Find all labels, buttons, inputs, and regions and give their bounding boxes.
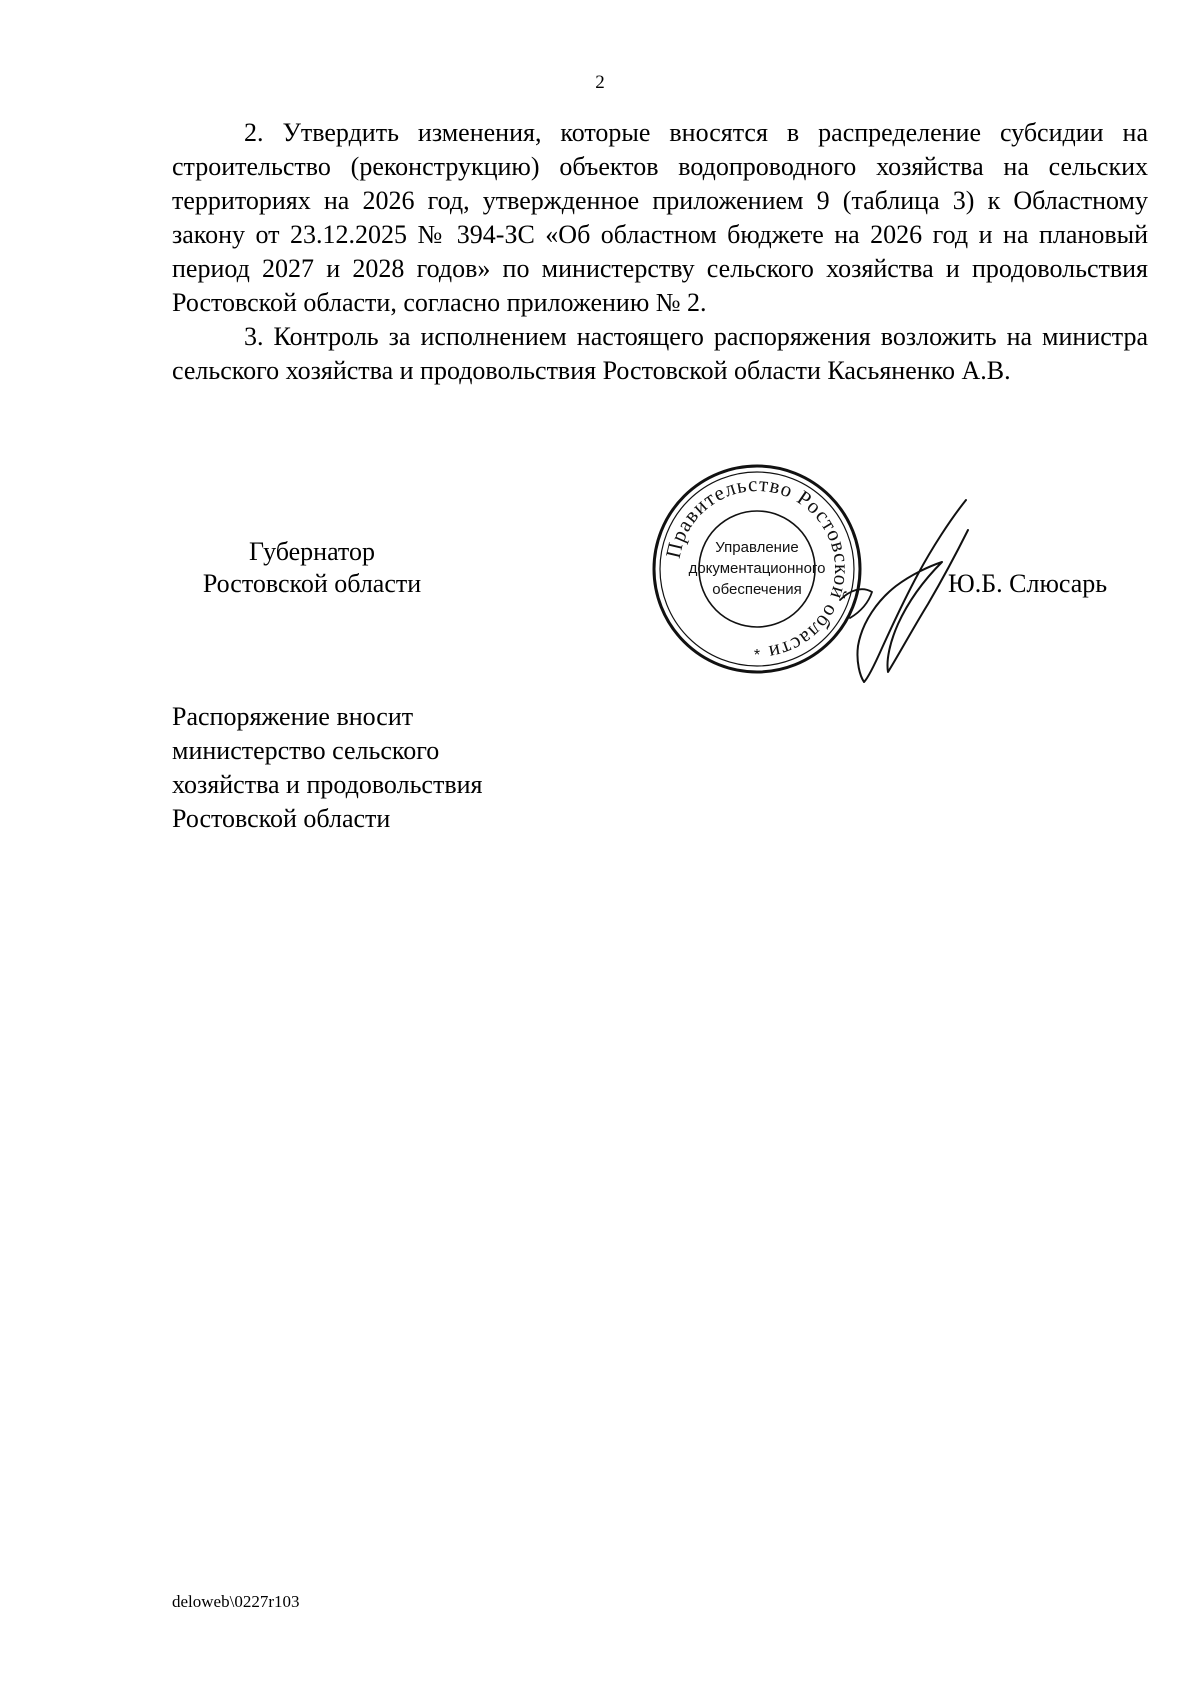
signature-stroke-left [840,589,872,618]
paragraph-2: 2. Утвердить изменения, которые вносятся в распределение субсидии на строительство (реконструкцию) объектов водопроводного хозяйства на сельских территориях на 2026 год, утвержденное приложением 9 (таблица 3) к Областному закону от 23.12.2025 № 394-ЗС «Об областном бюджете на 2026 год и на плановый период 2027 и 2028 годов» по министерству сельского хозяйства и продовольствия Ростовской области, согласно приложению № 2. [172,118,1148,317]
signer-position-line1: Губернатор [249,537,375,566]
introduced-by-line1: Распоряжение вносит [172,702,414,731]
stamp-center-line2: документационного [688,560,826,577]
introduced-by-line3: хозяйства и продовольствия [172,770,483,799]
stamp-center-line3: обеспечения [712,581,802,598]
stamp-ring-textpath: Правительство Ростовской области [660,471,855,666]
introduced-by-block [172,700,482,836]
official-stamp [650,462,864,676]
footer-document-code: deloweb\0227r103 [172,1592,300,1611]
paragraph-3: 3. Контроль за исполнением настоящего распоряжения возложить на министра сельского хозяйства и продовольствия Ростовской области Касьяненко А.В. [172,322,1148,385]
page-number: 2 [595,72,605,93]
signer-name: Ю.Б. Слюсарь [948,569,1108,598]
document-body [172,116,1148,388]
introduced-by-line4: Ростовской области [172,804,391,833]
signer-position [172,536,452,600]
signer-position-line2: Ростовской области [202,569,422,598]
introduced-by-line2: министерство сельского [172,736,440,765]
stamp-star: * [753,647,761,664]
stamp-center-line1: Управление [715,539,799,556]
